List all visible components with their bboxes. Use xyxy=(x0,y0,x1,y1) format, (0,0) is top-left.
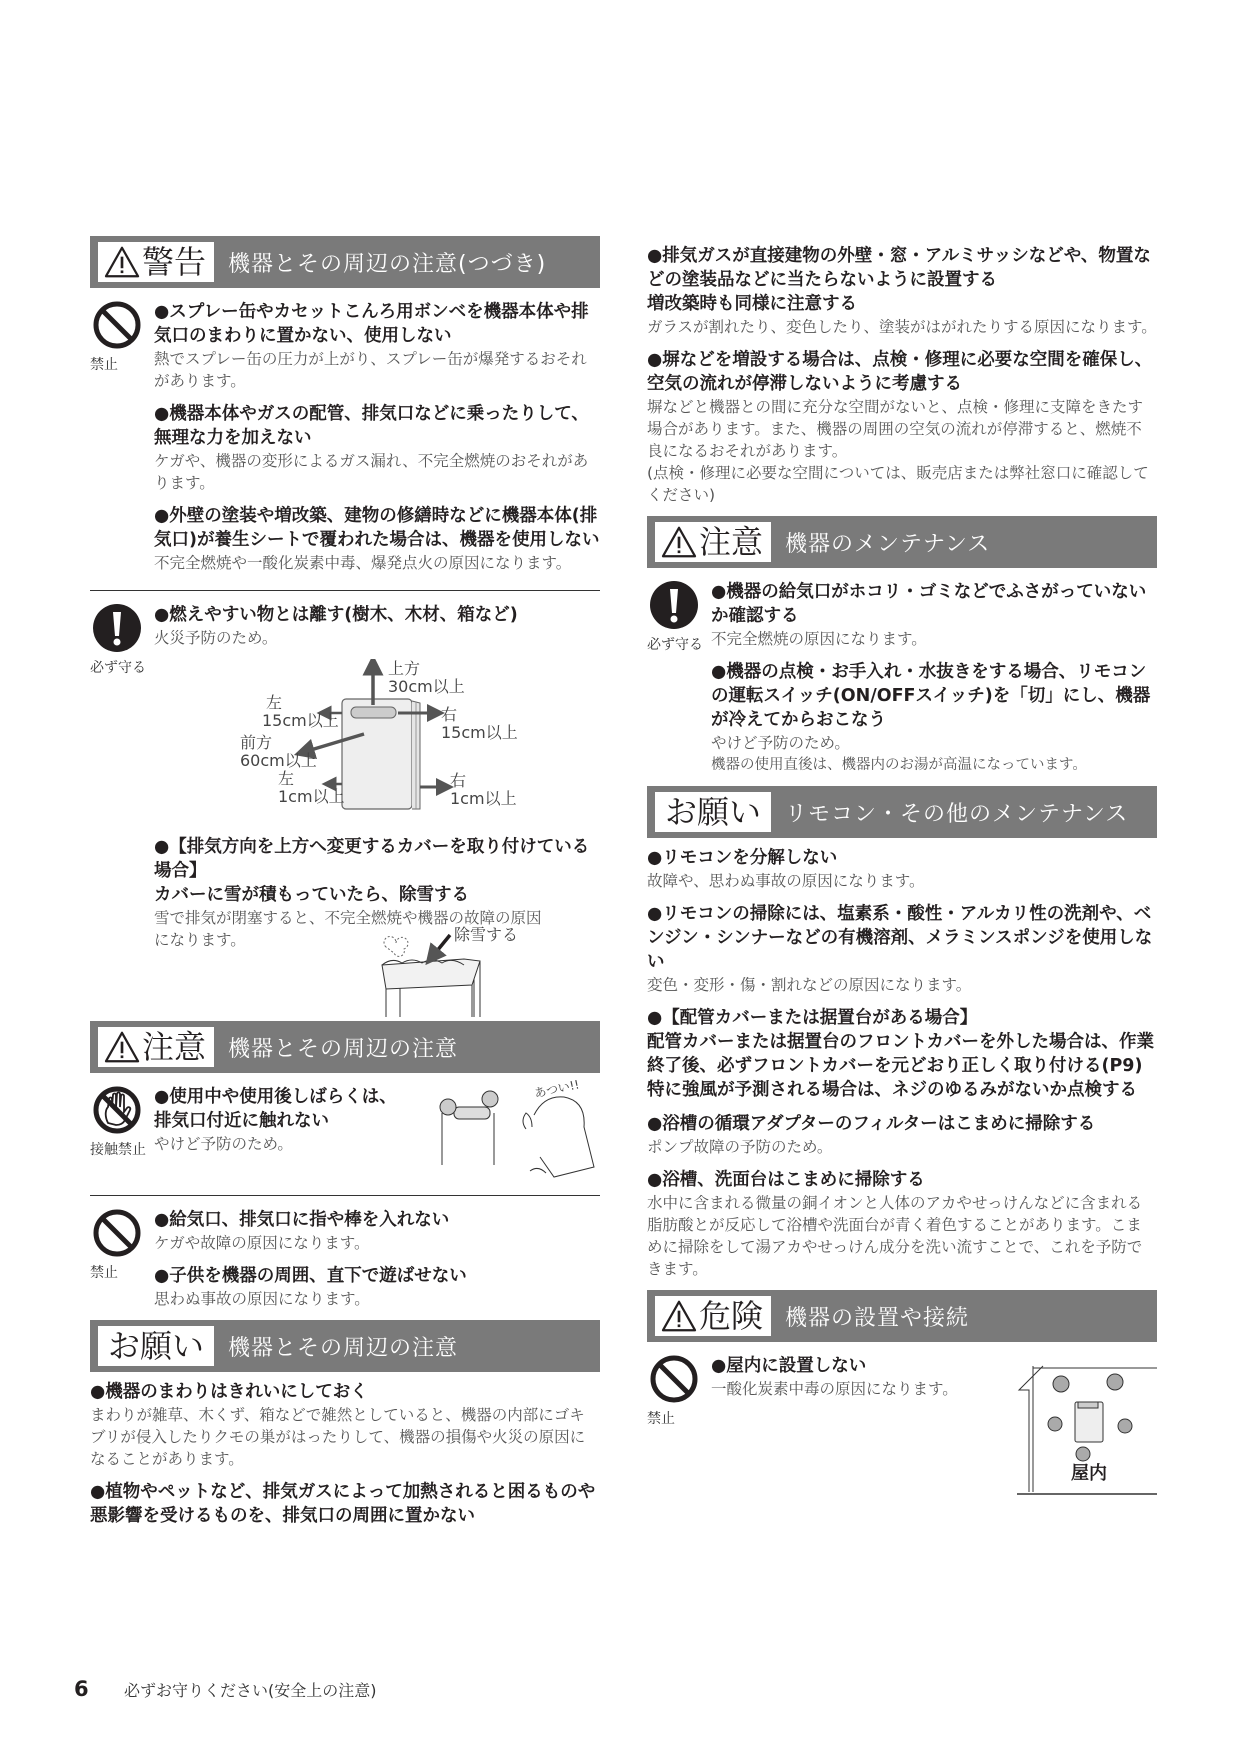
icon-label: 禁止 xyxy=(90,1265,118,1281)
item-heading: ●スプレー缶やカセットこんろ用ボンベを機器本体や排気口のまわりに置かない、使用しない xyxy=(154,302,589,346)
no-touch-section xyxy=(90,1077,600,1189)
list-item xyxy=(647,1112,1157,1158)
mandatory-section xyxy=(647,576,1157,786)
item-heading: ●給気口、排気口に指や棒を入れない xyxy=(154,1210,450,1230)
dim-value: 30cm以上 xyxy=(388,677,465,696)
section-title: 機器とその周辺の注意(つづき) xyxy=(228,251,547,277)
danger-header xyxy=(647,1290,1157,1342)
mandatory-section xyxy=(90,599,600,1007)
caution-badge xyxy=(98,1027,214,1067)
item-heading: ●子供を機器の周囲、直下で遊ばせない xyxy=(154,1266,467,1286)
icon-label: 必ず守る xyxy=(647,637,703,653)
warning-triangle-icon xyxy=(661,1300,697,1332)
item-heading: ●リモコンを分解しない xyxy=(647,848,838,868)
request-section xyxy=(647,846,1157,1280)
request-header xyxy=(647,786,1157,838)
item-note: やけど予防のため。 xyxy=(711,734,850,752)
fig-label: 除雪する xyxy=(454,925,519,944)
item-heading: ●使用中や使用後しばらくは、排気口付近に触れない xyxy=(154,1087,397,1131)
item-heading: 配管カバーまたは据置台のフロントカバーを外した場合は、作業終了後、必ずフロントカバーを元どおり正しく取り付ける(P9) xyxy=(647,1032,1154,1076)
item-heading: ●機器本体やガスの配管、排気口などに乗ったりして、無理な力を加えない xyxy=(154,404,589,448)
list-item xyxy=(647,1168,1157,1280)
list-item xyxy=(711,580,1157,650)
request-badge xyxy=(98,1326,214,1366)
divider xyxy=(90,1195,600,1196)
item-heading: ●【配管カバーまたは据置台がある場合】 xyxy=(647,1008,978,1028)
prohibition-section xyxy=(90,1204,600,1320)
request-badge xyxy=(655,792,771,832)
dim-value: 60cm以上 xyxy=(240,751,317,770)
item-note: 思わぬ事故の原因になります。 xyxy=(154,1290,370,1308)
divider xyxy=(90,590,600,591)
item-heading: カバーに雪が積もっていたら、除雪する xyxy=(154,885,469,905)
warning-triangle-icon xyxy=(661,526,697,558)
mandatory-icon xyxy=(92,603,142,653)
item-heading: ●機器の給気口がホコリ・ゴミなどでふさがっていないか確認する xyxy=(711,582,1147,626)
section-title: 機器の設置や接続 xyxy=(785,1305,970,1331)
snow-removal-diagram xyxy=(154,927,600,1007)
item-heading: ●燃えやすい物とは離す(樹木、木材、箱など) xyxy=(154,605,518,625)
prohibition-section xyxy=(90,296,600,584)
badge-label: お願い xyxy=(108,1327,205,1365)
list-item xyxy=(647,244,1157,338)
water-heater-clearance-illustration xyxy=(154,659,600,819)
left-column xyxy=(90,236,600,1538)
section-title: 機器とその周辺の注意 xyxy=(228,1036,459,1062)
list-item xyxy=(647,902,1157,996)
dim-label: 右 xyxy=(450,771,467,790)
item-note: ガラスが割れたり、変色したり、塗装がはがれたりする原因になります。 xyxy=(647,318,1157,336)
hot-exhaust-illustration xyxy=(434,1085,604,1195)
warning-triangle-icon xyxy=(104,1031,140,1063)
section-title: 機器のメンテナンス xyxy=(785,531,991,557)
list-item xyxy=(154,1264,600,1310)
list-item xyxy=(154,1208,600,1254)
list-item xyxy=(90,1380,600,1470)
list-item xyxy=(154,300,600,392)
list-item xyxy=(647,1006,1157,1102)
dim-label: 左 xyxy=(266,693,283,712)
continued-section xyxy=(647,244,1157,506)
item-heading: ●リモコンの掃除には、塩素系・酸性・アルカリ性の洗剤や、ベンジン・シンナーなどの有機溶剤、メラミンスポンジを使用しない xyxy=(647,904,1153,972)
badge-label: 警告 xyxy=(142,243,207,281)
dim-label: 上方 xyxy=(388,659,421,678)
warning-triangle-icon xyxy=(104,246,140,278)
badge-label: お願い xyxy=(665,793,762,831)
item-heading: ●浴槽、洗面台はこまめに掃除する xyxy=(647,1170,925,1190)
list-item xyxy=(647,846,1157,892)
item-heading: ●浴槽の循環アダプターのフィルターはこまめに掃除する xyxy=(647,1114,1096,1134)
warning-header xyxy=(90,236,600,288)
item-heading: ●排気ガスが直接建物の外壁・窓・アルミサッシなどや、物置などの塗装品などに当たらないように設置する xyxy=(647,246,1151,290)
badge-label: 注意 xyxy=(142,1028,207,1066)
dim-label: 右 xyxy=(441,705,458,724)
item-note: 水中に含まれる微量の銅イオンと人体のアカやせっけんなどに含まれる脂肪酸とが反応して浴槽や洗面台が青く着色することがあります。こまめに掃除をして湯アカやせっけん成分を洗い流すことで、これを予防できます。 xyxy=(647,1194,1143,1278)
dim-label: 前方 xyxy=(240,733,273,752)
warning-badge xyxy=(98,242,214,282)
list-item xyxy=(154,603,600,649)
request-header xyxy=(90,1320,600,1372)
item-note: ポンプ故障の予防のため。 xyxy=(647,1138,833,1156)
fig-label: あつい!! xyxy=(533,1077,581,1101)
clearance-diagram xyxy=(154,659,600,819)
icon-label: 接触禁止 xyxy=(90,1142,146,1158)
list-item xyxy=(90,1480,600,1528)
item-heading: ●屋内に設置しない xyxy=(711,1356,867,1376)
item-note: 故障や、思わぬ事故の原因になります。 xyxy=(647,872,925,890)
prohibition-icon xyxy=(649,1354,699,1404)
list-item xyxy=(154,402,600,494)
item-heading: ●塀などを増設する場合は、点検・修理に必要な空間を確保し、空気の流れが停滞しないように考慮する xyxy=(647,350,1153,394)
item-note: 不完全燃焼や一酸化炭素中毒、爆発点火の原因になります。 xyxy=(154,554,572,572)
item-heading: ●植物やペットなど、排気ガスによって加熱されると困るものや悪影響を受けるものを、排気口の周囲に置かない xyxy=(90,1482,596,1526)
prohibition-section xyxy=(647,1350,1157,1494)
item-note: やけど予防のため。 xyxy=(154,1135,293,1153)
item-note: 火災予防のため。 xyxy=(154,629,278,647)
dim-value: 1cm以上 xyxy=(450,789,517,808)
item-note: ケガや、機器の変形によるガス漏れ、不完全燃焼のおそれがあります。 xyxy=(154,452,589,492)
dim-value: 15cm以上 xyxy=(262,711,339,730)
request-section xyxy=(90,1380,600,1528)
caution-header xyxy=(90,1021,600,1073)
prohibition-icon xyxy=(92,300,142,350)
list-item xyxy=(711,660,1157,776)
item-heading: ●外壁の塗装や増改築、建物の修繕時などに機器本体(排気口)が養生シートで覆われた場合は、機器を使用しない xyxy=(154,506,600,550)
footer-title: 必ずお守りください(安全上の注意) xyxy=(124,1680,377,1700)
danger-badge xyxy=(655,1296,771,1336)
item-note: ケガや故障の原因になります。 xyxy=(154,1234,370,1252)
item-note: 機器の使用直後は、機器内のお湯が高温になっています。 xyxy=(711,757,1087,773)
right-column xyxy=(647,244,1157,1494)
item-note: 不完全燃焼の原因になります。 xyxy=(711,630,927,648)
item-heading: ●機器の点検・お手入れ・水抜きをする場合、リモコンの運転スイッチ(ON/OFFスイッチ)を「切」にし、機器が冷えてからおこなう xyxy=(711,662,1151,730)
item-note: 塀などと機器との間に充分な空間がないと、点検・修理に支障をきたす場合があります。また、機器の周囲の空気の流れが停滞すると、燃焼不良になるおそれがあります。 xyxy=(647,398,1144,460)
page-number: 6 xyxy=(74,1677,89,1701)
item-heading: 特に強風が予測される場合は、ネジのゆるみがないか点検する xyxy=(647,1080,1137,1100)
dim-value: 15cm以上 xyxy=(441,723,518,742)
item-note: 熱でスプレー缶の圧力が上がり、スプレー缶が爆発するおそれがあります。 xyxy=(154,350,587,390)
section-title: 機器とその周辺の注意 xyxy=(228,1335,459,1361)
dim-label: 左 xyxy=(278,769,295,788)
icon-label: 禁止 xyxy=(647,1411,675,1427)
list-item xyxy=(154,1085,414,1155)
icon-label: 必ず守る xyxy=(90,660,146,676)
page-footer xyxy=(74,1677,377,1701)
item-heading: 増改築時も同様に注意する xyxy=(647,294,857,314)
item-note: まわりが雑草、木くず、箱などで雑然としていると、機器の内部にゴキブリが侵入したりクモの巣がはったりして、機器の損傷や火災の原因になることがあります。 xyxy=(90,1406,586,1468)
fig-label: 屋内 xyxy=(1071,1463,1107,1484)
item-note: (点検・修理に必要な空間については、販売店または弊社窓口に確認してください) xyxy=(647,464,1149,504)
dim-value: 1cm以上 xyxy=(278,787,345,806)
item-note: 一酸化炭素中毒の原因になります。 xyxy=(711,1380,958,1398)
caution-header xyxy=(647,516,1157,568)
badge-label: 注意 xyxy=(699,523,764,561)
prohibition-icon xyxy=(92,1208,142,1258)
list-item xyxy=(154,504,600,574)
item-heading: ●機器のまわりはきれいにしておく xyxy=(90,1382,368,1402)
icon-label: 禁止 xyxy=(90,357,118,373)
badge-label: 危険 xyxy=(699,1297,764,1335)
item-note: 変色・変形・傷・割れなどの原因になります。 xyxy=(647,976,972,994)
item-heading: ●【排気方向を上方へ変更するカバーを取り付けている場合】 xyxy=(154,837,590,881)
section-title: リモコン・その他のメンテナンス xyxy=(785,801,1129,827)
list-item xyxy=(647,348,1157,506)
no-touch-hand-icon xyxy=(92,1085,142,1135)
snow-cover-illustration xyxy=(154,927,600,1017)
caution-badge xyxy=(655,522,771,562)
mandatory-icon xyxy=(649,580,699,630)
item-note: 雪で排気が閉塞すると、不完全燃焼や機器の故障の原因になります。 xyxy=(154,909,542,949)
